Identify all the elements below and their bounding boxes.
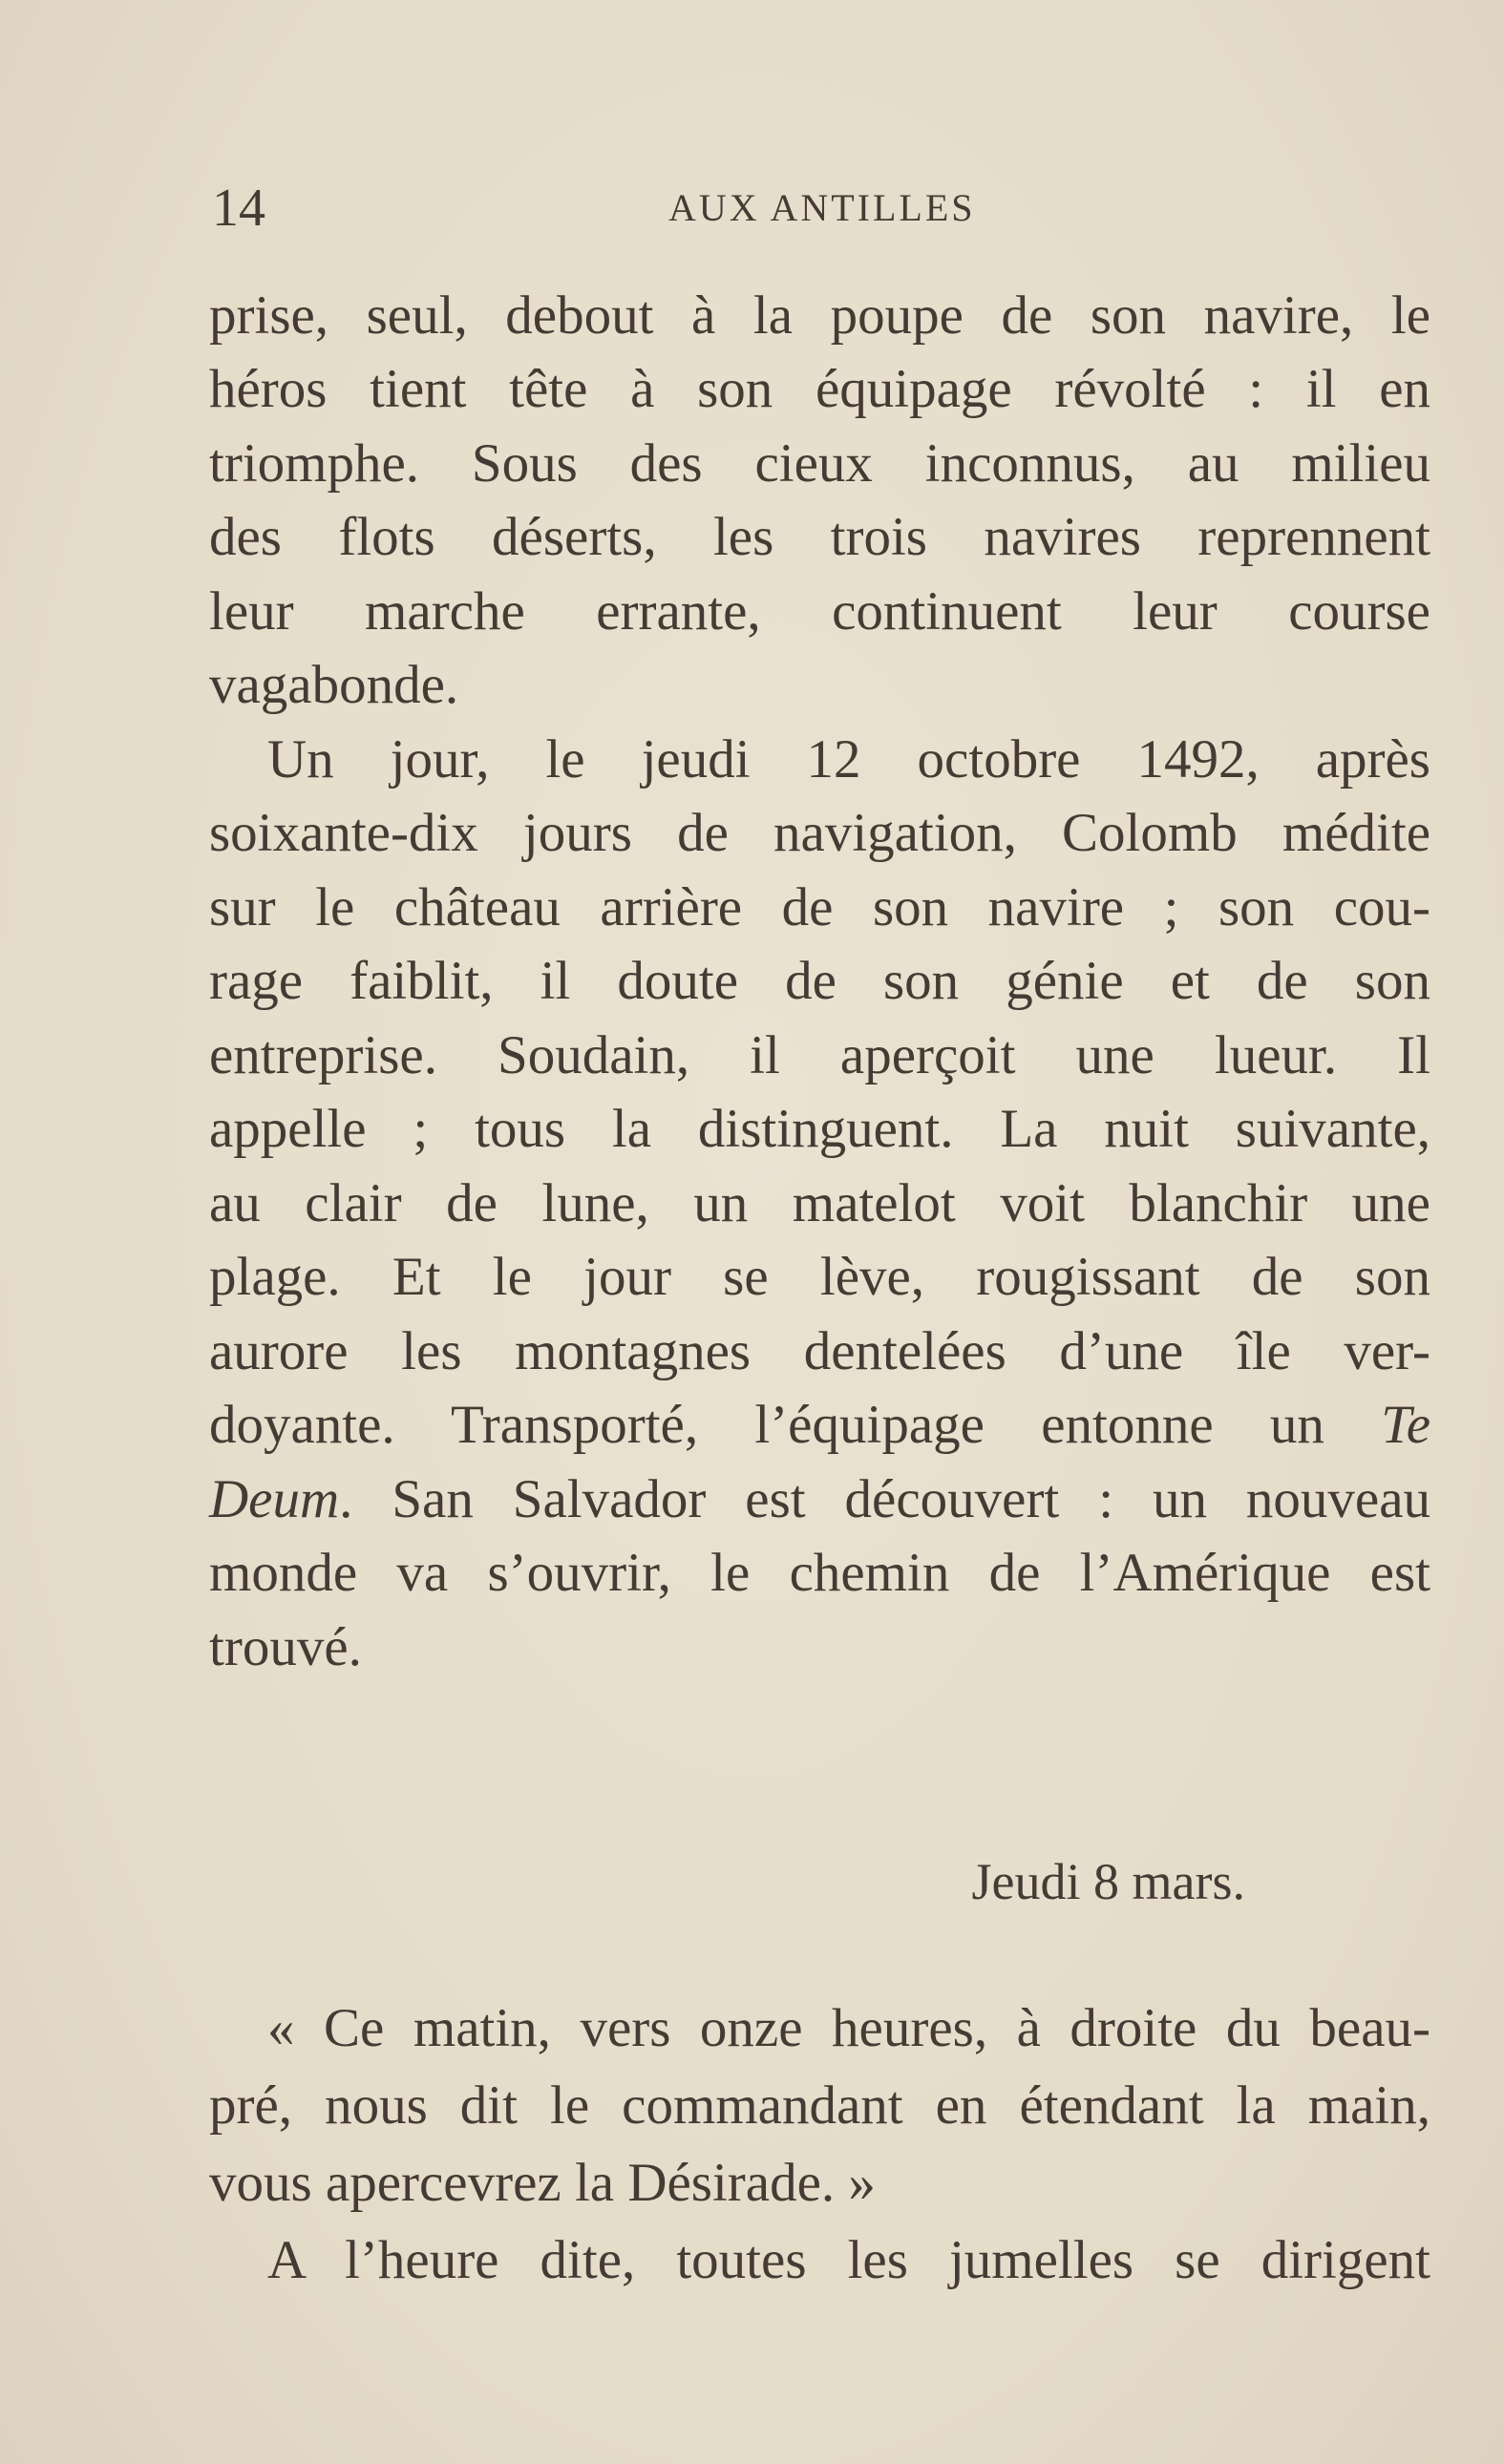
italic-text: Te: [1381, 1395, 1431, 1455]
text-line: appelle ; tous la distinguent. La nuit suivante,: [209, 1099, 1430, 1159]
text-line: héros tient tête à son équipage révolté : il en: [209, 359, 1430, 419]
text-line: Un jour, le jeudi 12 octobre 1492, après: [267, 729, 1430, 790]
text-line: sur le château arrière de son navire ; son cou-: [209, 877, 1430, 937]
text-line: vagabonde.: [209, 655, 459, 715]
text-line: plage. Et le jour se lève, rougissant de son: [209, 1247, 1430, 1307]
page-number: 14: [212, 179, 265, 238]
text-line: monde va s’ouvrir, le chemin de l’Amérique est: [209, 1543, 1430, 1603]
text-line: pré, nous dit le commandant en étendant la main,: [209, 2075, 1430, 2136]
text-line: [209, 1388, 1430, 1463]
text-line: trouvé.: [209, 1617, 362, 1677]
text-line: « Ce matin, vers onze heures, à droite du beau-: [267, 1998, 1430, 2058]
text-line: rage faiblit, il doute de son génie et de son: [209, 951, 1430, 1011]
entry-date: Jeudi 8 mars.: [971, 1853, 1245, 1910]
text-line: triomphe. Sous des cieux inconnus, au milieu: [209, 433, 1430, 494]
text-line: leur marche errante, continuent leur course: [209, 581, 1430, 642]
text-line: soixante-dix jours de navigation, Colomb médite: [209, 803, 1430, 863]
text-line: entreprise. Soudain, il aperçoit une lueur. Il: [209, 1025, 1430, 1085]
italic-text: Deum: [209, 1469, 340, 1529]
text-line: des flots déserts, les trois navires reprennent: [209, 507, 1430, 567]
text-segment: doyante. Transporté, l’équipage entonne un: [209, 1395, 1324, 1455]
running-title: AUX ANTILLES: [668, 186, 976, 229]
text-line: prise, seul, debout à la poupe de son navire, le: [209, 285, 1430, 346]
text-line: au clair de lune, un matelot voit blanchir une: [209, 1173, 1430, 1233]
text-line: [209, 1463, 1430, 1537]
text-line: A l’heure dite, toutes les jumelles se dirigent: [267, 2230, 1430, 2290]
text-segment: . San Salvador est découvert : un nouveau: [339, 1469, 1430, 1529]
text-line: aurore les montagnes dentelées d’une île ver-: [209, 1321, 1430, 1381]
text-line: vous apercevrez la Désirade. »: [209, 2153, 876, 2213]
